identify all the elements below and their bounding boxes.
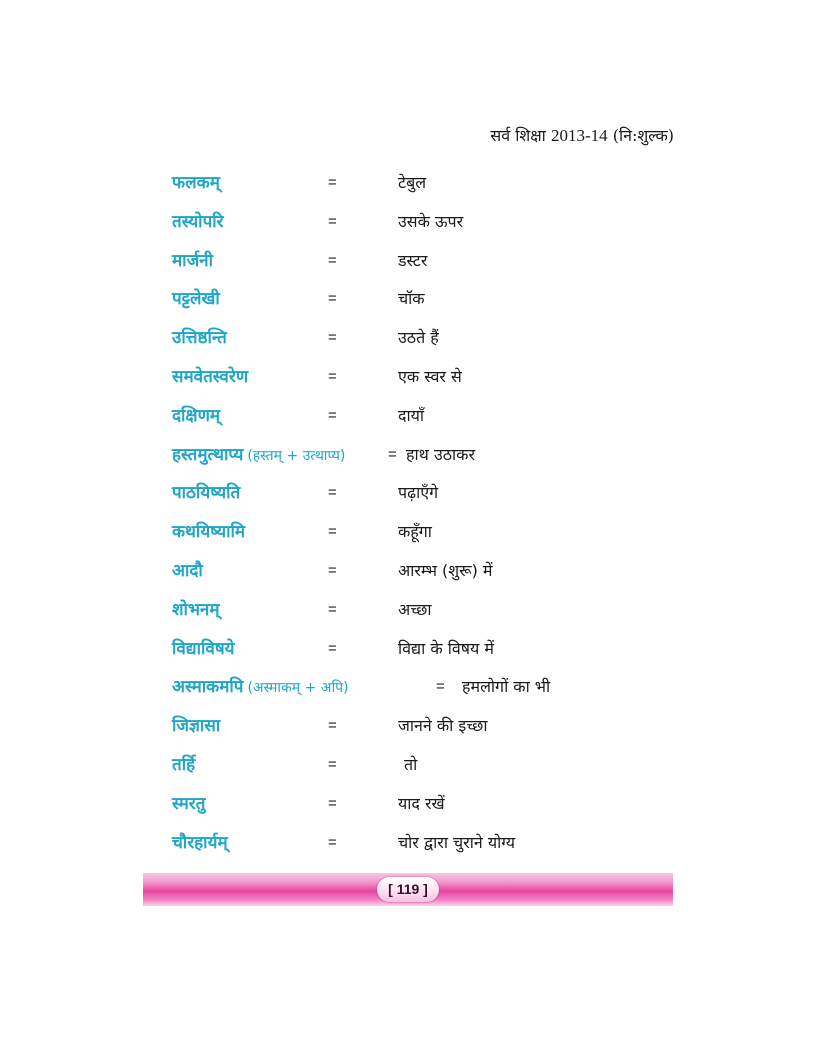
- vocab-row: [172, 517, 692, 556]
- vocab-row: [172, 828, 692, 867]
- vocab-row: [172, 323, 692, 362]
- equals-sign: =: [328, 755, 337, 773]
- vocab-term: कथयिष्यामि: [172, 522, 246, 543]
- vocab-meaning: उसके ऊपर: [398, 211, 464, 231]
- equals-sign: =: [328, 367, 337, 385]
- page-header: [490, 124, 674, 146]
- vocab-term: अस्माकमपि: [172, 677, 244, 698]
- equals-sign: =: [328, 406, 337, 424]
- vocab-meaning: आरम्भ (शुरू) में: [398, 560, 493, 580]
- equals-sign: =: [328, 174, 337, 191]
- vocab-term: उत्तिष्ठन्ति: [172, 328, 227, 349]
- vocab-term: जिज्ञासा: [172, 716, 221, 737]
- vocab-row: [172, 789, 692, 828]
- vocab-term: चौरहार्यम्: [172, 832, 228, 853]
- vocab-term: समवेतस्वरेण: [172, 366, 249, 387]
- vocab-meaning: हाथ उठाकर: [406, 444, 475, 464]
- vocab-meaning: दायाँ: [398, 405, 425, 425]
- vocabulary-list: [172, 168, 692, 866]
- vocab-row: [172, 168, 692, 207]
- vocab-meaning: पढ़ाएँगे: [398, 483, 439, 503]
- vocab-row: [172, 440, 692, 479]
- equals-sign: =: [328, 251, 337, 269]
- vocab-row: [172, 595, 692, 634]
- vocab-row: [172, 362, 692, 401]
- vocab-term: पट्टलेखी: [172, 289, 220, 310]
- vocab-row: [172, 246, 692, 285]
- vocab-term: आदौ: [172, 560, 203, 581]
- equals-sign: =: [328, 212, 337, 230]
- vocab-row: [172, 634, 692, 673]
- vocab-term: शोभनम्: [172, 599, 220, 620]
- vocab-row: [172, 284, 692, 323]
- vocab-meaning: अच्छा: [398, 599, 432, 619]
- equals-sign: =: [388, 445, 397, 463]
- equals-sign: =: [328, 600, 337, 618]
- vocab-term-split: (हस्तम् + उत्थाप्य): [247, 447, 346, 464]
- vocab-meaning: टेबुल: [398, 173, 427, 192]
- vocab-term: तर्हि: [172, 754, 196, 775]
- vocab-term: पाठयिष्यति: [172, 483, 241, 504]
- equals-sign: =: [328, 484, 337, 502]
- vocab-row: [172, 556, 692, 595]
- header-suffix: (नि:शुल्क): [612, 126, 674, 145]
- vocab-row: [172, 207, 692, 246]
- vocab-meaning: जानने की इच्छा: [398, 716, 488, 736]
- vocab-row: [172, 711, 692, 750]
- vocab-meaning: तो: [404, 754, 418, 774]
- equals-sign: =: [328, 794, 337, 812]
- vocab-term: तस्योपरि: [172, 211, 224, 232]
- vocab-meaning: हमलोगों का भी: [462, 677, 551, 697]
- vocab-term: मार्जनी: [172, 250, 214, 271]
- vocab-term-group: [172, 672, 349, 703]
- vocab-row: [172, 672, 692, 711]
- equals-sign: =: [328, 833, 337, 851]
- vocab-term: स्मरतु: [172, 793, 206, 814]
- header-year: 2013-14: [550, 126, 608, 145]
- equals-sign: =: [328, 329, 337, 347]
- vocab-meaning: चॉक: [398, 289, 425, 309]
- vocab-meaning: विद्या के विषय में: [398, 638, 494, 658]
- equals-sign: =: [328, 717, 337, 735]
- vocab-row: [172, 750, 692, 789]
- vocab-term-split: (अस्माकम् + अपि): [247, 680, 349, 697]
- page-number: [ 119 ]: [377, 877, 439, 902]
- vocab-meaning: डस्टर: [398, 250, 428, 270]
- equals-sign: =: [328, 290, 337, 308]
- vocab-row: [172, 401, 692, 440]
- equals-sign: =: [328, 523, 337, 541]
- vocab-term: विद्याविषये: [172, 638, 235, 659]
- vocab-meaning: याद रखें: [398, 793, 445, 813]
- vocab-term: दक्षिणम्: [172, 405, 221, 426]
- vocab-row: [172, 478, 692, 517]
- equals-sign: =: [328, 639, 337, 657]
- header-prefix: सर्व शिक्षा: [490, 126, 546, 145]
- equals-sign: =: [328, 561, 337, 579]
- vocab-meaning: कहूँगा: [398, 522, 432, 542]
- vocab-meaning: एक स्वर से: [398, 366, 462, 386]
- vocab-meaning: उठते हैं: [398, 328, 439, 348]
- footer-band: [143, 873, 673, 906]
- vocab-meaning: चोर द्वारा चुराने योग्य: [398, 832, 516, 852]
- equals-sign: =: [436, 678, 445, 696]
- vocab-term: हस्तमुत्थाप्य: [172, 444, 244, 465]
- vocab-term: फलकम्: [172, 173, 220, 193]
- vocab-term-group: [172, 440, 345, 471]
